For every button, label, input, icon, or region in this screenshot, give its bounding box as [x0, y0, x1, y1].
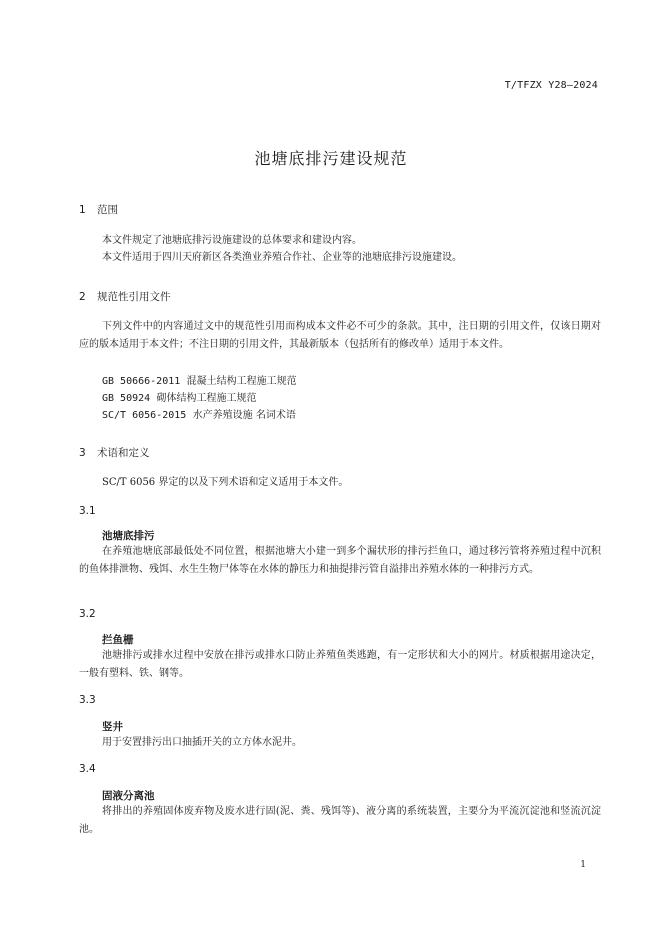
reference-code: GB 50924	[102, 393, 151, 404]
term-definition: 用于安置排污出口抽插开关的立方体水泥井。	[102, 737, 302, 748]
term-name: 拦鱼栅	[102, 634, 134, 646]
paragraph: 下列文件中的内容通过文中的规范性引用而构成本文件必不可少的条款。其中，注日期的引用文件，仅该日期对应的版本适用于本文件；不注日期的引用文件，其最新版本（包括所有的修改单）适用于本文件。	[79, 321, 601, 350]
section-number: 1	[79, 204, 86, 216]
section-heading-scope	[79, 202, 118, 217]
reference-code: SC/T 6056-2015	[102, 410, 187, 421]
term-number: 3.4	[79, 763, 96, 775]
term-definition: 将排出的养殖固体废弃物及废水进行固(泥、粪、残饵等)、液分离的系统装置，主要分为平流沉淀池和竖流沉淀池。	[79, 806, 601, 835]
term-name: 池塘底排污	[102, 530, 155, 542]
reference-name: 水产养殖设施 名词术语	[192, 410, 296, 421]
reference-item	[102, 389, 257, 404]
reference-name: 混凝土结构工程施工规范	[186, 376, 297, 387]
section-number: 2	[79, 291, 86, 303]
term-name: 竖井	[102, 721, 123, 733]
section-heading-refs	[79, 289, 171, 304]
term-name: 固液分离池	[102, 790, 155, 802]
term-definition: 池塘排污或排水过程中安放在排污或排水口防止养殖鱼类逃跑，有一定形状和大小的网片。材质根据用途决定，一般有塑料、铁、钢等。	[79, 650, 601, 679]
section-heading-terms	[79, 445, 150, 460]
section-title: 术语和定义	[97, 447, 150, 459]
section-number: 3	[79, 447, 86, 459]
reference-name: 砌体结构工程施工规范	[156, 393, 257, 404]
reference-item	[102, 406, 296, 421]
term-number: 3.1	[79, 505, 96, 517]
term-definition: 在养殖池塘底部最低处不同位置，根据池塘大小建一到多个漏状形的排污拦鱼口，通过移污管将养殖过程中沉积的鱼体排泄物、残饵、水生生物尸体等在水体的静压力和抽提排污管自溢排出养殖水体的一种排污方式。	[79, 546, 601, 575]
term-number: 3.3	[79, 694, 96, 706]
reference-code: GB 50666-2011	[102, 376, 181, 387]
paragraph: 本文件适用于四川天府新区各类渔业养殖合作社、企业等的池塘底排污设施建设。	[102, 252, 462, 263]
paragraph: SC/T 6056 界定的以及下列术语和定义适用于本文件。	[102, 477, 349, 488]
reference-item	[102, 372, 297, 387]
page-number: 1	[580, 860, 586, 870]
page-title: 池塘底排污建设规范	[254, 149, 408, 168]
section-title: 范围	[97, 204, 118, 216]
term-number: 3.2	[79, 608, 96, 620]
section-title: 规范性引用文件	[97, 291, 171, 303]
standard-code: T/TFZX Y28—2024	[504, 80, 598, 91]
paragraph: 本文件规定了池塘底排污设施建设的总体要求和建设内容。	[102, 235, 362, 246]
